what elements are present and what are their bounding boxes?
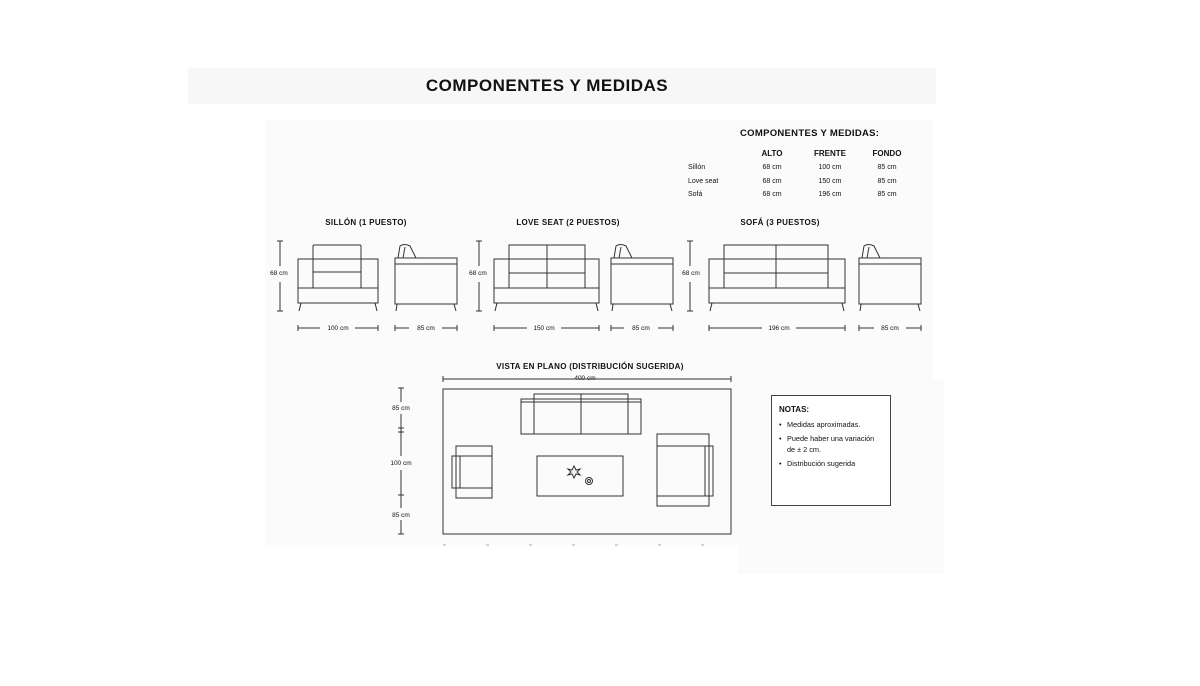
table-title: COMPONENTES Y MEDIDAS:	[740, 128, 880, 139]
cell-loveseat-alto: 68 cm	[762, 178, 782, 185]
sofa-front-view	[709, 245, 845, 311]
notes-list	[779, 419, 883, 469]
sofa-side-view	[859, 245, 921, 312]
plan-depth-dimension	[398, 388, 404, 534]
header-frente: FRENTE	[814, 149, 846, 158]
plan-dim-middle: 100 cm	[390, 460, 412, 467]
notes-title: NOTAS:	[779, 405, 810, 414]
plan-sofa	[521, 394, 641, 434]
plan-armchair-left	[452, 446, 492, 498]
loveseat-width-dimension	[494, 325, 599, 331]
plan-dim-top: 85 cm	[392, 405, 410, 412]
depth-label-sillon: 85 cm	[417, 325, 435, 332]
cell-loveseat-fondo: 85 cm	[877, 178, 897, 185]
height-label-sillon: 68 cm	[270, 270, 288, 277]
plan-width-dimension	[443, 376, 731, 382]
cell-sofa-fondo: 85 cm	[877, 191, 897, 198]
note-item: • Distribución sugerida	[779, 458, 883, 469]
plan-width-label: 400 cm	[570, 375, 600, 382]
notes-box	[771, 395, 891, 506]
section-title-sillon: SILLÓN (1 PUESTO)	[325, 218, 407, 227]
cell-sofa-alto: 68 cm	[762, 191, 782, 198]
note-item: • Medidas aproximadas.	[779, 419, 883, 430]
loveseat-depth-dimension	[611, 325, 673, 331]
sillon-depth-dimension	[395, 325, 457, 331]
plan-room-outline	[443, 389, 731, 534]
loveseat-height-dimension	[476, 241, 482, 311]
flower-icon	[568, 466, 580, 478]
height-label-loveseat: 68 cm	[469, 270, 487, 277]
cell-sofa-frente: 196 cm	[818, 191, 842, 198]
plan-dim-bottom: 85 cm	[392, 512, 410, 519]
depth-label-sofa: 85 cm	[881, 325, 899, 332]
plan-coffee-table	[537, 456, 623, 496]
width-label-sofa: 196 cm	[768, 325, 790, 332]
cell-sillon-alto: 68 cm	[762, 164, 782, 171]
sofa-depth-dimension	[859, 325, 921, 331]
loveseat-side-view	[611, 245, 673, 312]
sillon-front-view	[298, 245, 378, 311]
page-title: COMPONENTES Y MEDIDAS	[425, 76, 669, 95]
sofa-height-dimension	[687, 241, 693, 311]
section-title-loveseat: LOVE SEAT (2 PUESTOS)	[516, 218, 620, 227]
sillon-height-dimension	[277, 241, 283, 311]
plan-armchair-right	[657, 434, 713, 506]
cell-sillon-fondo: 85 cm	[877, 164, 897, 171]
sillon-width-dimension	[298, 325, 378, 331]
height-label-sofa: 68 cm	[682, 270, 700, 277]
sofa-width-dimension	[709, 325, 845, 331]
plan-title: VISTA EN PLANO (DISTRIBUCIÓN SUGERIDA)	[496, 362, 684, 371]
sillon-side-view	[395, 245, 457, 312]
note-item: • Puede haber una variación de ± 2 cm.	[779, 433, 883, 455]
width-label-loveseat: 150 cm	[533, 325, 555, 332]
width-label-sillon: 100 cm	[327, 325, 349, 332]
cell-loveseat-frente: 150 cm	[818, 178, 842, 185]
loveseat-front-view	[494, 245, 599, 311]
row-name-sofa: Sofá	[688, 191, 703, 198]
cell-sillon-frente: 100 cm	[818, 164, 842, 171]
header-fondo: FONDO	[872, 149, 902, 158]
depth-label-loveseat: 85 cm	[632, 325, 650, 332]
row-name-loveseat: Love seat	[688, 178, 719, 185]
header-alto: ALTO	[761, 149, 783, 158]
row-name-sillon: Sillón	[688, 164, 706, 171]
section-title-sofa: SOFÁ (3 PUESTOS)	[740, 218, 820, 227]
